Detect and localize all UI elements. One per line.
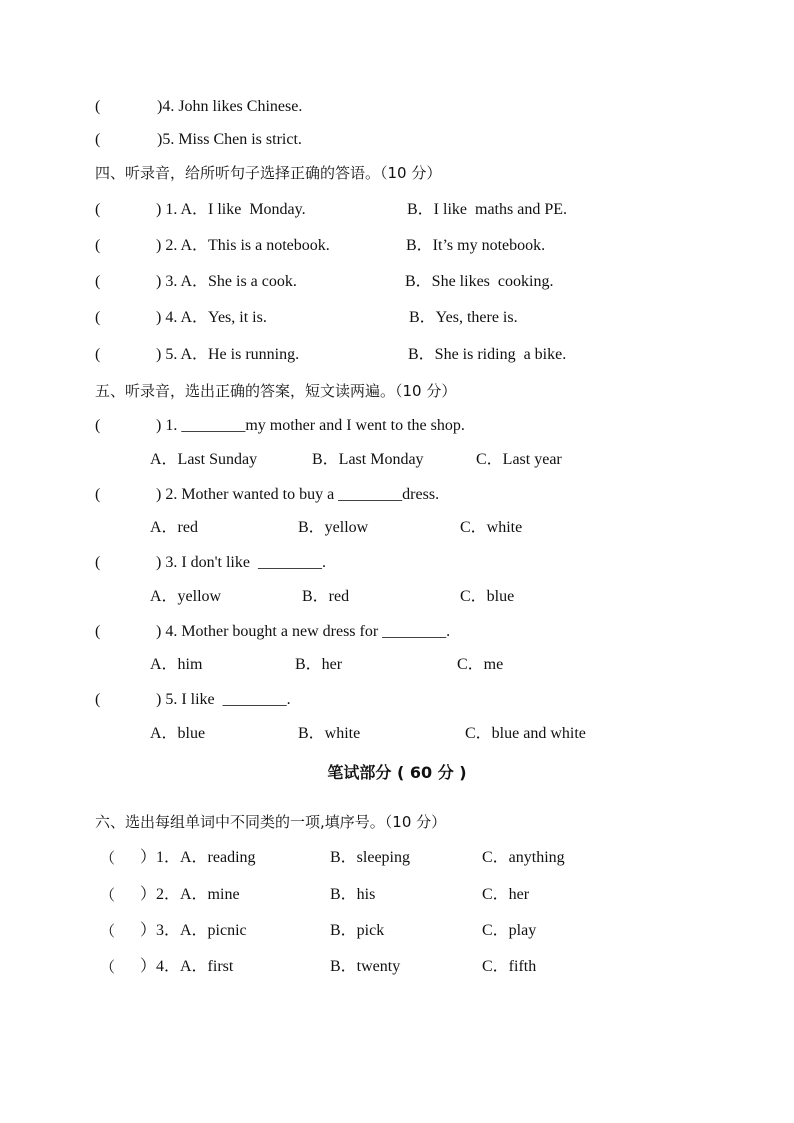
s4-q5-paren[interactable]: ( xyxy=(95,346,101,363)
s6-q4-option-c[interactable]: C．fifth xyxy=(482,958,537,975)
s4-q4-option-b[interactable]: B．Yes, there is. xyxy=(409,309,518,326)
s4-q5-option-a[interactable]: ) 5. A．He is running. xyxy=(156,346,300,363)
s5-q3-option-b[interactable]: B．red xyxy=(302,588,350,605)
s4-q5-option-b[interactable]: B．She is riding a bike. xyxy=(408,346,567,363)
s4-q3-paren[interactable]: ( xyxy=(95,273,101,290)
section4-heading: 四、听录音，给所听句子选择正确的答语。（10 分） xyxy=(95,164,442,182)
s5-q5-option-b[interactable]: B．white xyxy=(298,725,361,742)
s5-q1-option-b[interactable]: B．Last Monday xyxy=(312,451,424,468)
s5-q1-question: ) 1. ________my mother and I went to the shop. xyxy=(156,417,465,434)
written-part-title: 笔试部分 ( 60 分 ) xyxy=(327,763,467,782)
s4-q1-option-a[interactable]: ) 1. A．I like Monday. xyxy=(156,201,306,218)
s4-q3-option-b[interactable]: B．She likes cooking. xyxy=(405,273,554,290)
s5-q5-option-a[interactable]: A．blue xyxy=(150,725,206,742)
s5-q2-option-b[interactable]: B．yellow xyxy=(298,519,369,536)
s4-q4-option-a[interactable]: ) 4. A．Yes, it is. xyxy=(156,309,267,326)
s5-q3-paren[interactable]: ( xyxy=(95,554,101,571)
s5-q4-option-a[interactable]: A．him xyxy=(150,656,203,673)
s5-q4-option-c[interactable]: C．me xyxy=(457,656,504,673)
s6-q1-option-c[interactable]: C．anything xyxy=(482,849,565,866)
s5-q5-question: ) 5. I like ________. xyxy=(156,691,291,708)
s3-q4-text: )4. John likes Chinese. xyxy=(157,98,303,115)
s5-q2-paren[interactable]: ( xyxy=(95,486,101,503)
s6-q4-option-b[interactable]: B．twenty xyxy=(330,958,401,975)
s5-q1-option-a[interactable]: A．Last Sunday xyxy=(150,451,258,468)
s6-q1-paren[interactable]: （ xyxy=(100,849,116,867)
s6-q3-option-b[interactable]: B．pick xyxy=(330,922,385,939)
s4-q1-option-b[interactable]: B．I like maths and PE. xyxy=(407,201,567,218)
s3-q5-text: )5. Miss Chen is strict. xyxy=(157,131,302,148)
s3-q5-paren[interactable]: ( xyxy=(95,131,101,148)
s6-q3-paren[interactable]: （ xyxy=(100,922,116,940)
s5-q4-question: ) 4. Mother bought a new dress for ________. xyxy=(156,623,451,640)
s4-q1-paren[interactable]: ( xyxy=(95,201,101,218)
s6-q1-option-a[interactable]: ）1．A．reading xyxy=(140,849,256,866)
s3-q4-paren[interactable]: ( xyxy=(95,98,101,115)
s6-q3-option-a[interactable]: ）3．A．picnic xyxy=(140,922,247,939)
section5-heading: 五、听录音，选出正确的答案，短文读两遍。（10 分） xyxy=(95,382,457,400)
s5-q1-option-c[interactable]: C．Last year xyxy=(476,451,562,468)
s4-q3-option-a[interactable]: ) 3. A．She is a cook. xyxy=(156,273,297,290)
s4-q2-paren[interactable]: ( xyxy=(95,237,101,254)
s6-q4-option-a[interactable]: ）4．A．first xyxy=(140,958,234,975)
section6-heading: 六、选出每组单词中不同类的一项,填序号。（10 分） xyxy=(95,813,447,831)
s6-q1-option-b[interactable]: B．sleeping xyxy=(330,849,410,866)
s4-q4-paren[interactable]: ( xyxy=(95,309,101,326)
s5-q5-paren[interactable]: ( xyxy=(95,691,101,708)
s5-q1-paren[interactable]: ( xyxy=(95,417,101,434)
s5-q2-option-c[interactable]: C．white xyxy=(460,519,523,536)
s5-q5-option-c[interactable]: C．blue and white xyxy=(465,725,586,742)
s4-q2-option-b[interactable]: B．It’s my notebook. xyxy=(406,237,546,254)
s6-q2-option-a[interactable]: ）2．A．mine xyxy=(140,886,240,903)
s6-q3-option-c[interactable]: C．play xyxy=(482,922,537,939)
s6-q2-option-c[interactable]: C．her xyxy=(482,886,530,903)
s5-q3-option-a[interactable]: A．yellow xyxy=(150,588,222,605)
s5-q2-option-a[interactable]: A．red xyxy=(150,519,198,536)
s6-q2-paren[interactable]: （ xyxy=(100,886,116,904)
s6-q2-option-b[interactable]: B．his xyxy=(330,886,376,903)
s5-q2-question: ) 2. Mother wanted to buy a ________dress. xyxy=(156,486,440,503)
s5-q3-question: ) 3. I don't like ________. xyxy=(156,554,326,571)
s5-q4-option-b[interactable]: B．her xyxy=(295,656,343,673)
s4-q2-option-a[interactable]: ) 2. A．This is a notebook. xyxy=(156,237,330,254)
s6-q4-paren[interactable]: （ xyxy=(100,958,116,976)
s5-q4-paren[interactable]: ( xyxy=(95,623,101,640)
s5-q3-option-c[interactable]: C．blue xyxy=(460,588,515,605)
